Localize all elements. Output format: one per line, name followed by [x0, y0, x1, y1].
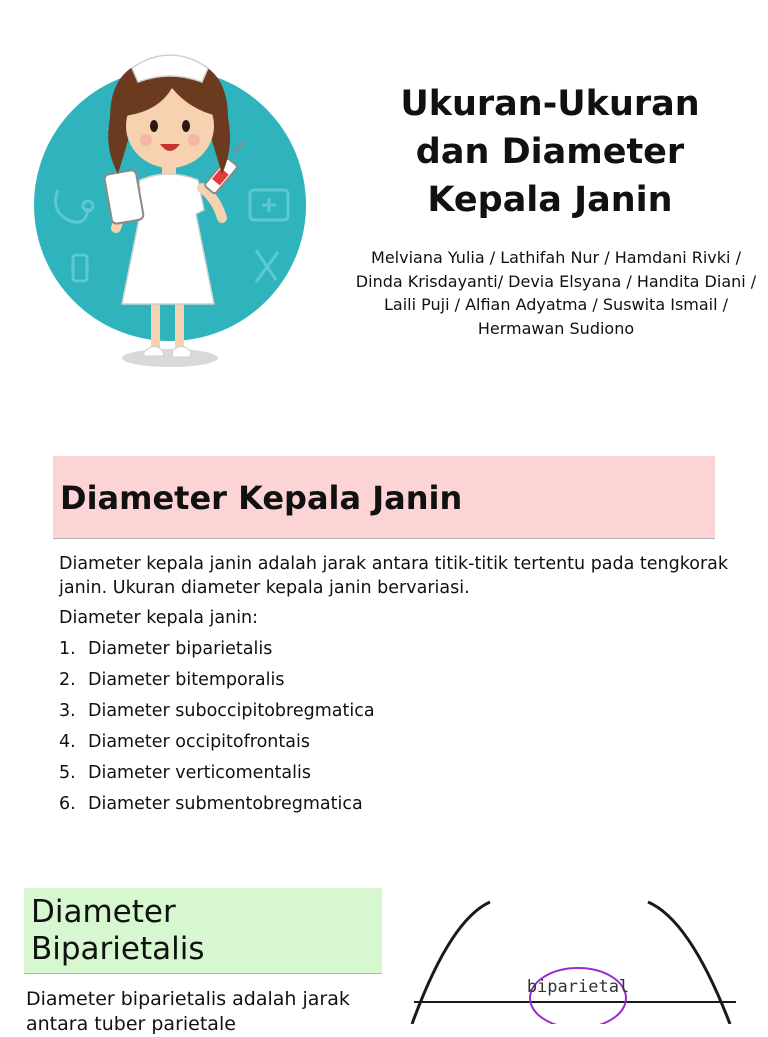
list-item [59, 668, 375, 699]
list-number: 2. [59, 670, 76, 690]
list-item [59, 761, 375, 792]
list-number: 6. [59, 794, 76, 814]
title-line: dan Diameter [415, 132, 685, 172]
list-heading: Diameter kepala janin: [59, 608, 259, 628]
list-number: 1. [59, 639, 76, 659]
list-item [59, 792, 375, 823]
list-label: Diameter occipitofrontais [88, 732, 310, 752]
presentation-title [340, 80, 760, 224]
diagram-label: biparietal [526, 977, 630, 997]
slide-title: Diameter Kepala Janin [60, 479, 463, 517]
list-item [59, 699, 375, 730]
list-label: Diameter submentobregmatica [88, 794, 363, 814]
slide-title [31, 894, 205, 968]
skull-outline [412, 902, 730, 1024]
title-line: Biparietalis [31, 931, 205, 967]
slide-header [53, 456, 715, 539]
list-item [59, 730, 375, 761]
nurse-illustration [28, 40, 318, 380]
list-label: Diameter suboccipitobregmatica [88, 701, 375, 721]
body-paragraph: Diameter biparietalis adalah jarak antara tuber parietale [26, 988, 350, 1035]
list-label: Diameter bitemporalis [88, 670, 285, 690]
list-number: 3. [59, 701, 76, 721]
list-number: 5. [59, 763, 76, 783]
list-item [59, 637, 375, 668]
title-line: Diameter [31, 894, 176, 930]
title-line: Kepala Janin [427, 180, 673, 220]
slide-header [24, 888, 382, 974]
author-list: Melviana Yulia / Lathifah Nur / Hamdani Rivki / Dinda Krisdayanti/ Devia Elsyana / Handita Diani / Laili Puji / Alfian Adyatma / Suswita Ismail / Hermawan Sudiono [355, 248, 757, 338]
intro-paragraph: Diameter kepala janin adalah jarak antara titik-titik tertentu pada tengkorak janin. Ukuran diameter kepala janin bervariasi. [59, 554, 729, 598]
diameter-list [59, 637, 375, 823]
title-line: Ukuran-Ukuran [400, 84, 700, 124]
list-number: 4. [59, 732, 76, 752]
skull-diagram [390, 890, 768, 1024]
list-label: Diameter biparietalis [88, 639, 273, 659]
list-label: Diameter verticomentalis [88, 763, 311, 783]
